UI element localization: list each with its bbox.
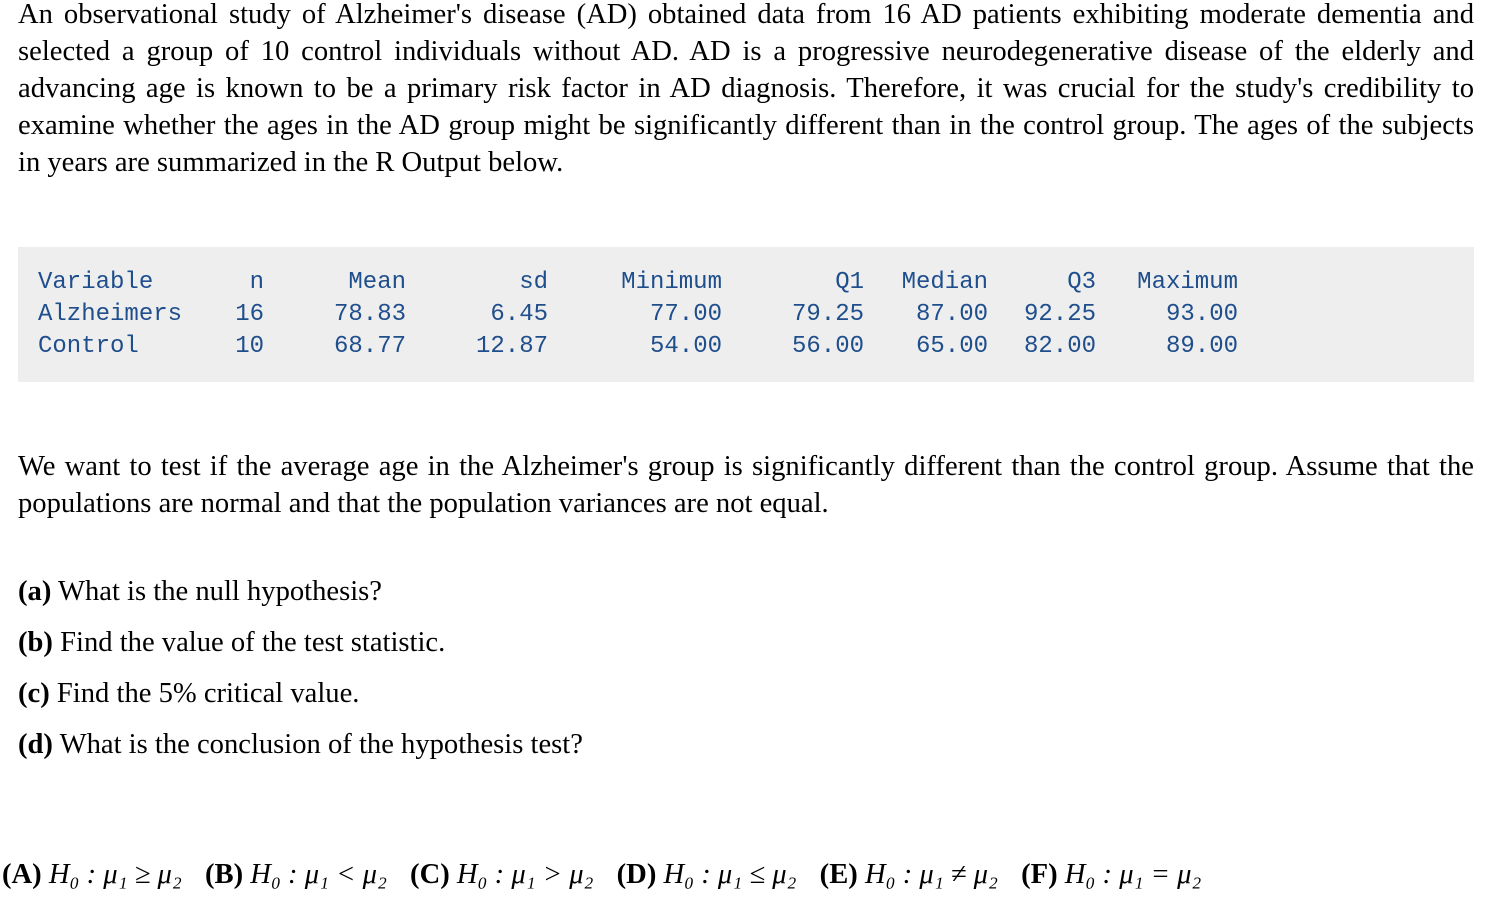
option-a[interactable] [2, 855, 182, 895]
r-header-sd: sd [519, 269, 548, 296]
r-row-alzheimers-maximum: 93.00 [1165, 301, 1238, 328]
question-c-label: (c) [18, 678, 50, 709]
option-d-text: H₀ : μ₁ ≤ μ₂ [663, 859, 797, 890]
r-row-control-q1: 56.00 [791, 333, 864, 360]
r-row-control-variable: Control [38, 333, 139, 360]
r-header-variable: Variable [38, 269, 154, 296]
option-d-label: (D) [616, 859, 657, 890]
r-header-q3: Q3 [1067, 269, 1096, 296]
question-c-text: Find the 5% critical value. [56, 678, 360, 709]
r-row-alzheimers-n: 16 [235, 301, 264, 328]
question-b [18, 625, 445, 661]
r-header-minimum: Minimum [621, 269, 722, 296]
option-e[interactable] [820, 855, 998, 895]
option-d[interactable] [617, 855, 797, 895]
r-header-maximum: Maximum [1137, 269, 1238, 296]
r-row-alzheimers-median: 87.00 [915, 301, 988, 328]
option-a-text: H₀ : μ₁ ≥ μ₂ [48, 859, 182, 890]
question-a-label: (a) [18, 576, 52, 607]
question-d-text: What is the conclusion of the hypothesis test? [59, 729, 583, 760]
r-row-control-n: 10 [235, 333, 264, 360]
r-row-alzheimers-q3: 92.25 [1023, 301, 1096, 328]
question-b-label: (b) [18, 627, 53, 658]
r-output-box [18, 247, 1474, 382]
r-row-control-median: 65.00 [915, 333, 988, 360]
question-d-label: (d) [18, 729, 53, 760]
question-c [18, 676, 359, 712]
r-header-mean: Mean [348, 269, 406, 296]
option-b[interactable] [205, 855, 387, 895]
r-header-q1: Q1 [835, 269, 864, 296]
option-b-text: H₀ : μ₁ < μ₂ [250, 859, 387, 890]
option-e-text: H₀ : μ₁ ≠ μ₂ [864, 859, 998, 890]
r-row-alzheimers-mean: 78.83 [333, 301, 406, 328]
option-a-label: (A) [2, 859, 42, 890]
r-row-control-minimum: 54.00 [649, 333, 722, 360]
r-row-control-maximum: 89.00 [1165, 333, 1238, 360]
question-a [18, 574, 382, 610]
option-f-text: H₀ : μ₁ = μ₂ [1064, 859, 1202, 890]
r-row-alzheimers-minimum: 77.00 [649, 301, 722, 328]
option-c[interactable] [410, 855, 593, 895]
option-c-text: H₀ : μ₁ > μ₂ [456, 859, 594, 890]
option-e-label: (E) [819, 859, 858, 890]
r-row-alzheimers-sd: 6.45 [490, 301, 548, 328]
question-d [18, 727, 583, 763]
r-row-control-q3: 82.00 [1023, 333, 1096, 360]
option-c-label: (C) [410, 859, 450, 890]
question-a-text: What is the null hypothesis? [57, 576, 382, 607]
option-b-label: (B) [205, 859, 244, 890]
r-row-control-mean: 68.77 [333, 333, 406, 360]
r-header-median: Median [901, 269, 988, 296]
r-header-n: n [249, 269, 264, 296]
option-f-label: (F) [1021, 859, 1058, 890]
r-row-alzheimers-variable: Alzheimers [38, 301, 183, 328]
intro-paragraph: An observational study of Alzheimer's disease (AD) obtained data from 16 AD patients exhibiting moderate dementia and selected a group of 10 control individuals without AD. AD is a progressive neurodegenerative disease of the elderly and advancing age is known to be a primary risk factor in AD diagnosis. Therefore, it was crucial for the study's credibility to examine whether the ages in the AD group might be significantly different than in the control group. The ages of the subjects in years are summarized in the R Output below. [18, 0, 1474, 178]
question-b-text: Find the value of the test statistic. [60, 627, 446, 658]
r-row-alzheimers-q1: 79.25 [791, 301, 864, 328]
test-description-paragraph: We want to test if the average age in the Alzheimer's group is significantly different than the control group. Assume that the populations are normal and that the population variances are not equal. [18, 451, 1474, 519]
r-row-control-sd: 12.87 [475, 333, 548, 360]
option-f[interactable] [1021, 855, 1201, 895]
answer-options [2, 855, 1217, 895]
